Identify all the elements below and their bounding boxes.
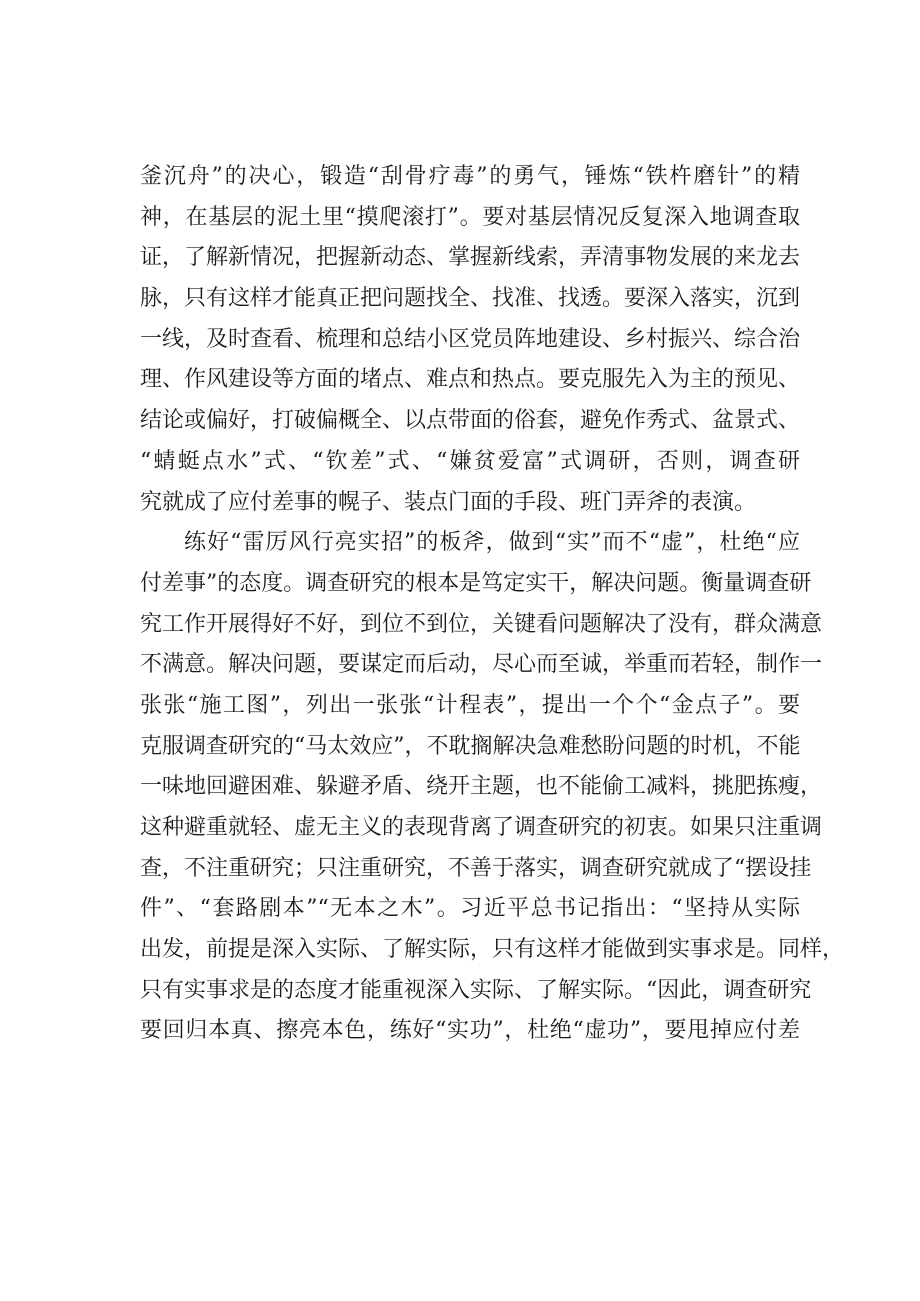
- text-line: 一线，及时查看、梳理和总结小区党员阵地建设、乡村振兴、综合治: [140, 326, 801, 352]
- text-line: 要回归本真、擦亮本色，练好“实功”，杜绝“虚功”，要甩掉应付差: [140, 1018, 800, 1044]
- text-line: 查，不注重研究；只注重研究，不善于落实，调查研究就成了“摆设挂: [140, 855, 812, 881]
- text-line: 神，在基层的泥土里“摸爬滚打”。要对基层情况反复深入地调查取: [140, 204, 800, 230]
- text-line: 一味地回避困难、躲避矛盾、绕开主题，也不能偷工减料，挑肥拣瘦，: [140, 774, 823, 800]
- text-line: 克服调查研究的“马太效应”，不耽搁解决急难愁盼问题的时机，不能: [140, 733, 801, 759]
- text-line: 理、作风建设等方面的堵点、难点和热点。要克服先入为主的预见、: [140, 367, 801, 393]
- text-line: “蜻蜓点水”式、“钦差”式、“嫌贫爱富”式调研，否则，调查研: [140, 448, 800, 474]
- text-line: 究工作开展得好不好，到位不到位，关键看问题解决了没有，群众满意: [140, 611, 823, 637]
- text-line: 张张“施工图”，列出一张张“计程表”，提出一个个“金点子”。要: [140, 692, 800, 718]
- text-line: 不满意。解决问题，要谋定而后动，尽心而至诚，举重而若轻，制作一: [140, 652, 823, 678]
- paragraph-2: [140, 523, 845, 1052]
- text-line: 付差事”的态度。调查研究的根本是笃定实干，解决问题。衡量调查研: [140, 570, 812, 596]
- text-line: 出发，前提是深入实际、了解实际，只有这样才能做到实事求是。同样，: [140, 937, 845, 963]
- text-line: 脉，只有这样才能真正把问题找全、找准、找透。要深入落实，沉到: [140, 286, 801, 312]
- body-text: [140, 157, 845, 1052]
- text-line: 结论或偏好，打破偏概全、以点带面的俗套，避免作秀式、盆景式、: [140, 408, 801, 434]
- text-line: 只有实事求是的态度才能重视深入实际、了解实际。“因此，调查研究: [140, 977, 812, 1003]
- text-line: 件”、“套路剧本”“无本之木”。习近平总书记指出：“坚持从实际: [140, 896, 800, 922]
- text-line: 究就成了应付差事的幌子、装点门面的手段、班门弄斧的表演。: [140, 489, 757, 515]
- text-line: 证，了解新情况，把握新动态、掌握新线索，弄清事物发展的来龙去: [140, 245, 801, 271]
- paragraph-1: [140, 157, 800, 523]
- text-line: 这种避重就轻、虚无主义的表现背离了调查研究的初衷。如果只注重调: [140, 815, 823, 840]
- text-line: 练好“雷厉风行亮实招”的板斧，做到“实”而不“虚”，杜绝“应: [184, 530, 800, 556]
- text-line: 釜沉舟”的决心，锻造“刮骨疗毒”的勇气，锤炼“铁杵磨针”的精: [140, 164, 800, 189]
